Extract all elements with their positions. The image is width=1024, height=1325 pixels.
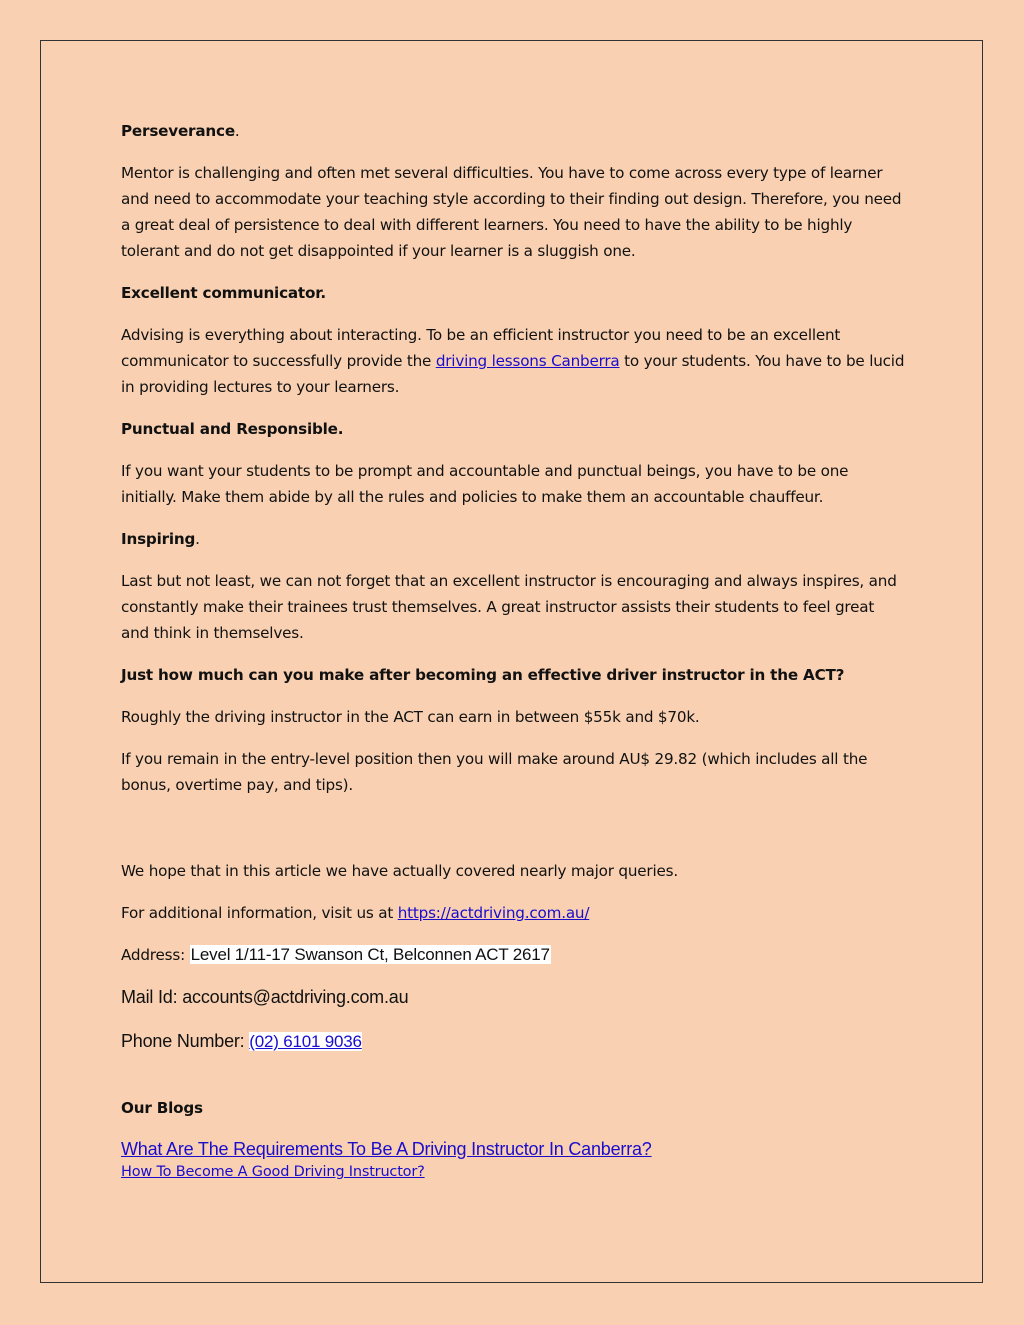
mail-label: Mail Id: [121,987,183,1007]
blogs-heading: Our Blogs [121,1099,203,1117]
section-body-punctual: If you want your students to be prompt and accountable and punctual beings, you have to be one initially. Make them abide by all the rules and policies to make them an accountable chauffeur. [121,462,849,506]
closing-info-line [121,900,906,926]
driving-lessons-link[interactable]: driving lessons Canberra [435,352,620,370]
phone-label: Phone Number: [121,1031,250,1051]
section-heading-communicator: Excellent communicator. [121,284,326,302]
info-label: For additional information, visit us at [121,904,398,922]
address-label: Address: [121,946,190,964]
heading-text: Inspiring [121,530,196,548]
section-body-entry-level: If you remain in the entry-level position then you will make around AU$ 29.82 (which includes all the bonus, overtime pay, and tips). [121,750,868,794]
phone-link[interactable]: (02) 6101 9036 [249,1032,362,1051]
heading-period: . [234,122,240,140]
section-body-earnings: Roughly the driving instructor in the ACT can earn in between $55k and $70k. [121,708,700,726]
address-value: Level 1/11-17 Swanson Ct, Belconnen ACT 2617 [190,945,550,964]
section-body-inspiring: Last but not least, we can not forget that an excellent instructor is encouraging and always inspires, and constantly make their trainees trust themselves. A great instructor assists their students to feel great and think in themselves. [121,572,897,642]
article-content [121,118,906,1183]
section-heading-inspiring [121,526,906,552]
blog-link-requirements[interactable]: What Are The Requirements To Be A Driving Instructor In Canberra? [121,1139,652,1159]
section-heading-punctual: Punctual and Responsible. [121,420,344,438]
body-text: to your students. You have to be lucid in providing lectures to your learners. [121,352,905,396]
section-heading-earnings: Just how much can you make after becoming an effective driver instructor in the ACT? [121,666,845,684]
section-body-communicator [121,322,906,400]
heading-period: . [195,530,200,548]
closing-hope-text: We hope that in this article we have actually covered nearly major queries. [121,862,678,880]
blog-link-good-instructor[interactable]: How To Become A Good Driving Instructor? [121,1164,425,1180]
website-link[interactable]: https://actdriving.com.au/ [397,904,590,922]
phone-line [121,1028,906,1055]
heading-text: Perseverance [121,122,235,140]
spacer [121,814,906,858]
mail-value: accounts@actdriving.com.au [182,987,409,1007]
body-text: Advising is everything about interacting. To be an efficient instructor you need to be an excellent communicator to successfully provide the [121,326,841,370]
section-body-perseverance: Mentor is challenging and often met several difficulties. You have to come across every type of learner and need to accommodate your teaching style according to their finding out design. Therefore, you need a great deal of persistence to deal with different learners. You need to have the ability to be highly tolerant and do not get disappointed if your learner is a sluggish one. [121,164,902,260]
section-heading-perseverance [121,118,906,144]
mail-line [121,984,906,1010]
address-line [121,942,906,968]
